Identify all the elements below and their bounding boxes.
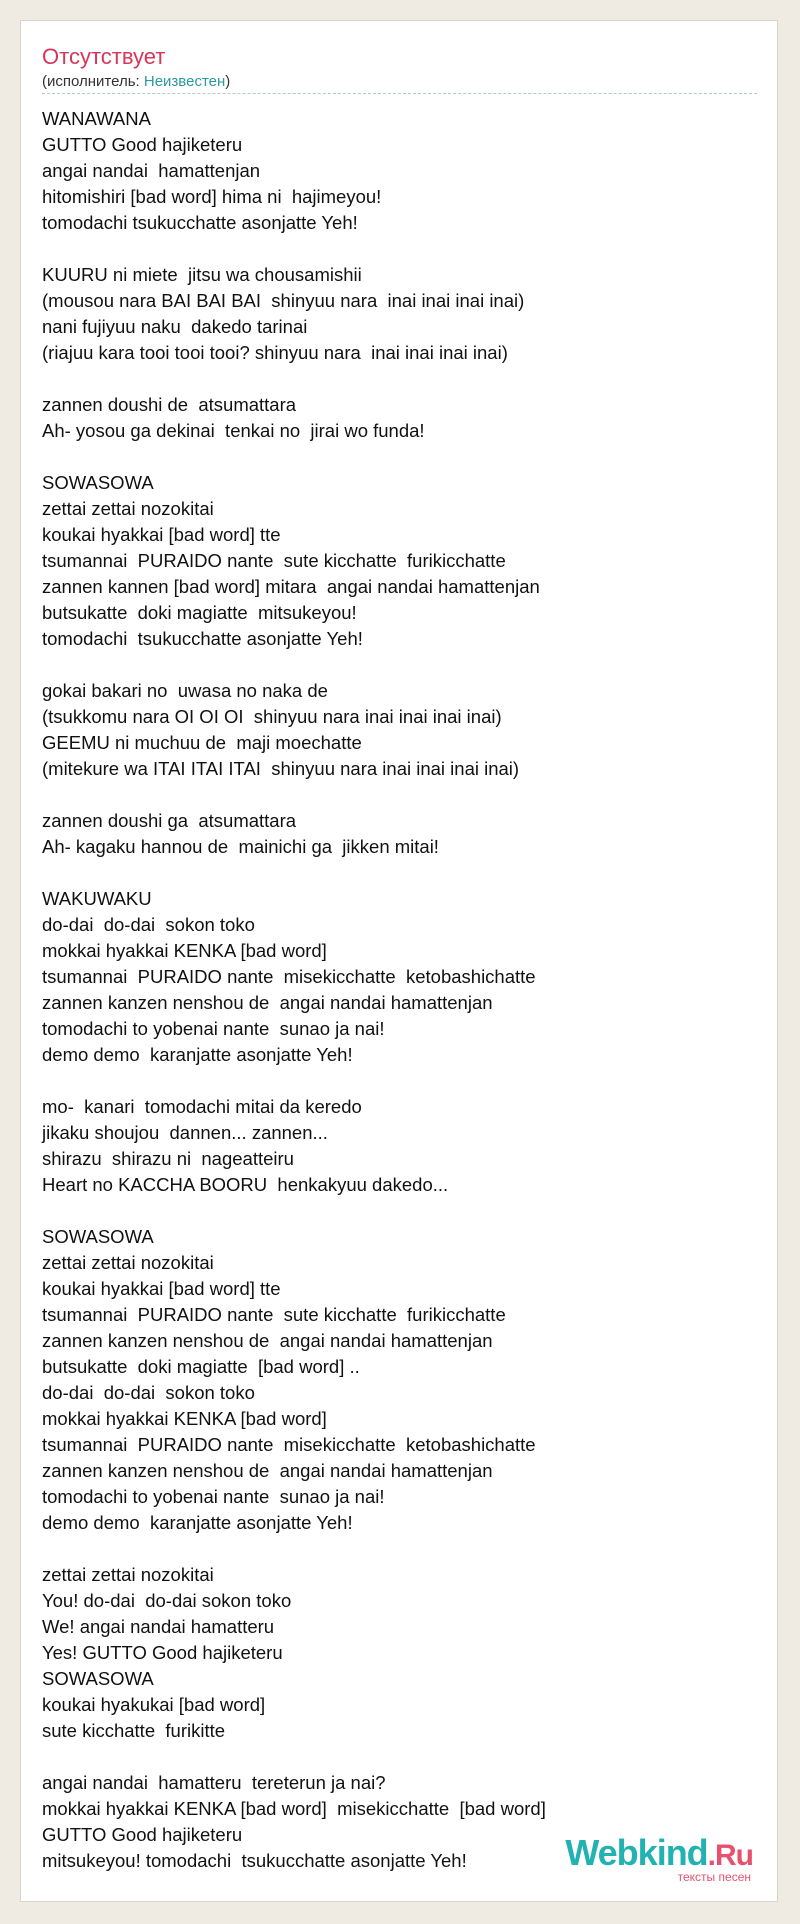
artist-prefix: (исполнитель:: [42, 73, 144, 90]
artist-link[interactable]: Неизвестен: [143, 73, 226, 90]
logo-wordmark: [565, 1834, 753, 1875]
logo-main-text: Webkind: [565, 1832, 708, 1873]
artist-line: [42, 72, 757, 91]
logo-tagline: тексты песен: [677, 1870, 751, 1884]
lyrics-text: WANAWANA GUTTO Good hajiketeru angai nandai hamattenjan hitomishiri [bad word] hima ni hajimeyou! tomodachi tsukucchatte asonjatte Yeh! KUURU ni miete jitsu wa chousamishii (mousou nara BAI BAI BAI shinyuu nara inai inai inai inai) nani fujiyuu naku dakedo tarinai (riajuu kara tooi tooi tooi? shinyuu nara inai inai inai inai) zannen doushi de atsumattara Ah- yosou ga dekinai tenkai no jirai wo funda! SOWASOWA zettai zettai nozokitai koukai hyakkai [bad word] tte tsumannai PURAIDO nante sute kicchatte furikicchatte zannen kannen [bad word] mitara angai nandai hamattenjan butsukatte doki magiatte mitsukeyou! tomodachi tsukucchatte asonjatte Yeh! gokai bakari no uwasa no naka de (tsukkomu nara OI OI OI shinyuu nara inai inai inai inai) GEEMU ni muchuu de maji moechatte (mitekure wa ITAI ITAI ITAI shinyuu nara inai inai inai inai) zannen doushi ga atsumattara Ah- kagaku hannou de mainichi ga jikken mitai! WAKUWAKU do-dai do-dai sokon toko mokkai hyakkai KENKA [bad word] tsumannai PURAIDO nante misekicchatte ketobashichatte zannen kanzen nenshou de angai nandai hamattenjan tomodachi to yobenai nante sunao ja nai! demo demo karanjatte asonjatte Yeh! mo- kanari tomodachi mitai da keredo jikaku shoujou dannen... zannen... shirazu shirazu ni nageatteiru Heart no KACCHA BOORU henkakyuu dakedo... SOWASOWA zettai zettai nozokitai koukai hyakkai [bad word] tte tsumannai PURAIDO nante sute kicchatte furikicchatte zannen kanzen nenshou de angai nandai hamattenjan butsukatte doki magiatte [bad word] .. do-dai do-dai sokon toko mokkai hyakkai KENKA [bad word] tsumannai PURAIDO nante misekicchatte ketobashichatte zannen kanzen nenshou de angai nandai hamattenjan tomodachi to yobenai nante sunao ja nai! demo demo karanjatte asonjatte Yeh! zettai zettai nozokitai You! do-dai do-dai sokon toko We! angai nandai hamatteru Yes! GUTTO Good hajiketeru SOWASOWA koukai hyakukai [bad word] sute kicchatte furikitte angai nandai hamatteru tereterun ja nai? mokkai hyakkai KENKA [bad word] misekicchatte [bad word] GUTTO Good hajiketeru mitsukeyou! tomodachi tsukucchatte asonjatte Yeh!: [42, 108, 546, 1871]
song-header: [42, 43, 757, 91]
lyrics-card: [20, 20, 778, 1902]
song-title: Отсутствует: [42, 44, 166, 69]
site-logo[interactable]: [565, 1834, 753, 1883]
header-divider: [42, 93, 757, 94]
logo-tld: .Ru: [707, 1839, 753, 1872]
artist-suffix: ): [225, 73, 231, 90]
